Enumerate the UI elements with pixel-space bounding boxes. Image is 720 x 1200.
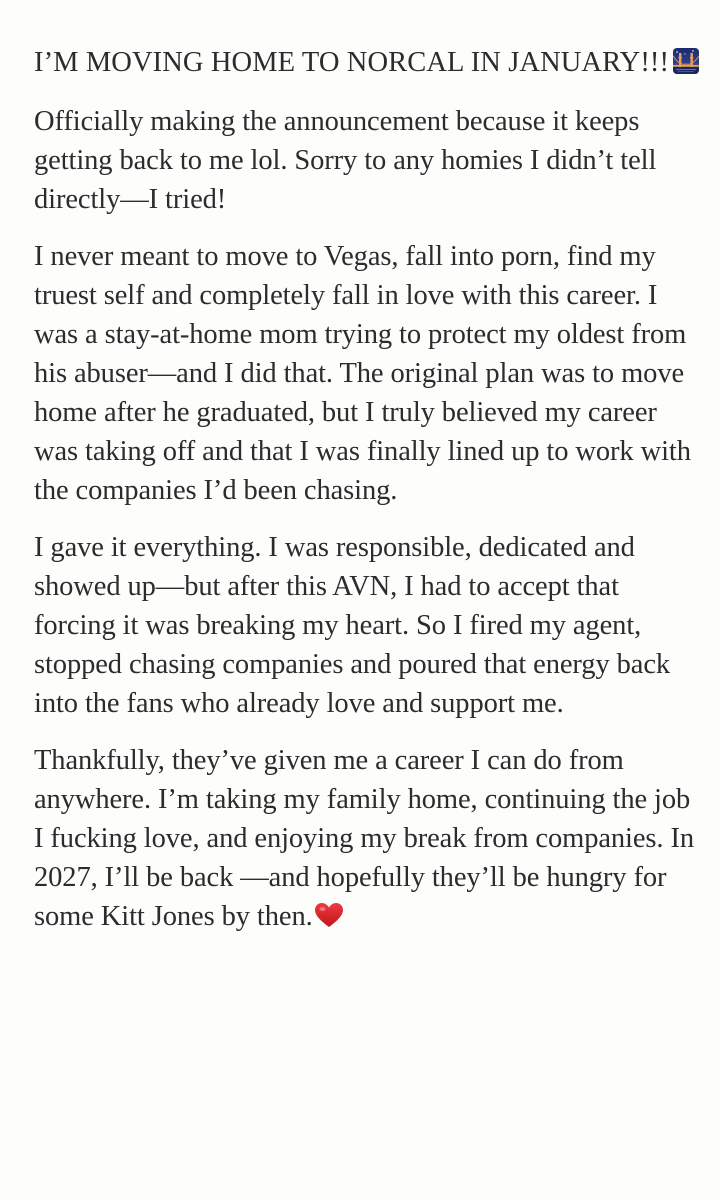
note-title-text: I’M MOVING HOME TO NORCAL IN JANUARY!!!: [34, 47, 670, 78]
note-title: [34, 42, 704, 84]
paragraph-future-plans: [34, 741, 704, 936]
paragraph-backstory: I never meant to move to Vegas, fall into porn, find my truest self and completely fall in love with this career. I was a stay-at-home mom trying to protect my oldest from his abuser—and I did that. The original plan was to move home after he graduated, but I truly believed my career was taking off and that I was finally lined up to work with the companies I’d been chasing.: [34, 241, 691, 506]
bridge-at-night-icon: [673, 48, 699, 74]
paragraph-career-change: I gave it everything. I was responsible, dedicated and showed up—but after this AVN, I had to accept that forcing it was breaking my heart. So I fired my agent, stopped chasing companies and poured that energy back into the fans who already love and support me.: [34, 532, 671, 719]
paragraph-future-plans-text: Thankfully, they’ve given me a career I can do from anywhere. I’m taking my family home, continuing the job I fucking love, and enjoying my break from companies. In 2027, I’ll be back —and hopefully they’ll be hungry for some Kitt Jones by then.: [34, 745, 695, 932]
paragraph-announcement: Officially making the announcement because it keeps getting back to me lol. Sorry to any homies I didn’t tell directly—I tried!: [34, 106, 657, 215]
note-document: [34, 42, 704, 936]
red-heart-icon: [315, 901, 343, 927]
